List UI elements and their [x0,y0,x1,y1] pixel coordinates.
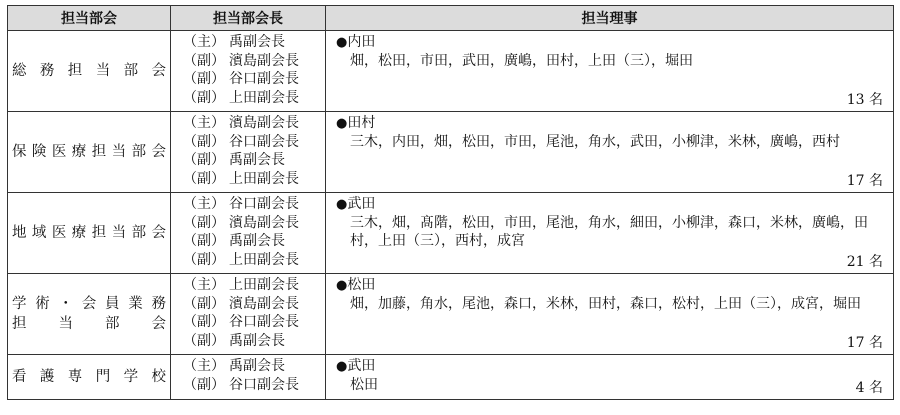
header-row [8,6,894,31]
chair-name: 禹副会長 [229,233,285,249]
chair-name: 上田副会長 [229,170,299,187]
header-chairs: 担当部会長 [171,6,326,31]
chairs-cell [171,274,326,355]
chair-name: 谷口副会長 [229,71,299,87]
lead-director-name: 武田 [347,196,376,212]
chair-entry [183,195,325,214]
chair-role: （副） [183,170,225,187]
committee-table [7,5,894,400]
department-cell [8,274,171,355]
chair-role: （副） [183,52,225,69]
chair-entry [183,276,325,295]
chair-entry [183,133,325,152]
chair-role: （副） [183,214,225,231]
bullet-icon: ● [336,359,348,374]
member-count: 21 名 [846,254,883,270]
chair-name: 上田副会長 [229,277,299,293]
directors-cell [326,31,894,112]
chair-role: （副） [183,332,225,349]
chair-name: 濱島副会長 [229,295,299,312]
chair-role: （副） [183,71,225,87]
chair-role: （主） [183,358,225,374]
chair-entry [183,114,325,133]
table-row [8,274,894,355]
chair-name: 禹副会長 [229,34,285,50]
table-row [8,193,894,274]
chairs-cell [171,31,326,112]
chairs-cell [171,112,326,193]
department-name: 看 護 専 門 学 校 [12,369,166,385]
chair-entry [183,357,325,376]
directors-cell [326,193,894,274]
chair-entry [183,170,325,189]
lead-director [336,33,883,52]
directors-cell [326,355,894,400]
chair-name: 禹副会長 [229,152,285,168]
chair-entry [183,70,325,89]
member-count: 4 名 [855,380,883,396]
member-count: 17 名 [846,173,883,189]
chair-name: 濱島副会長 [229,115,299,131]
chair-entry [183,251,325,270]
chair-entry [183,332,325,351]
chair-role: （主） [183,34,225,50]
department-cell [8,193,171,274]
lead-director-name: 武田 [347,358,376,374]
chair-name: 禹副会長 [229,332,285,349]
chair-entry [183,33,325,52]
chair-role: （主） [183,196,225,212]
header-directors: 担当理事 [326,6,894,31]
chair-role: （副） [183,133,225,150]
department-name: 保険医療担当部会 [12,144,166,160]
table-row [8,355,894,400]
chair-role: （副） [183,152,225,168]
chair-name: 谷口副会長 [229,196,299,212]
chair-role: （副） [183,251,225,268]
chair-name: 禹副会長 [229,358,285,374]
chairs-cell [171,355,326,400]
bullet-icon: ● [336,278,348,293]
department-cell [8,31,171,112]
chair-name: 上田副会長 [229,251,299,268]
chair-entry [183,89,325,108]
table-row [8,31,894,112]
department-name: 担 当 部 会 [12,316,166,332]
chair-name: 谷口副会長 [229,376,299,393]
member-list: 三木，畑，髙階，松田，市田，尾池，角水，細田，小柳津，森口，米林，廣嶋，田村，上田（三），西村，成宮 [350,214,868,249]
chair-entry [183,295,325,314]
table-row [8,112,894,193]
chair-role: （副） [183,314,225,330]
lead-director [336,195,883,214]
directors-cell [326,274,894,355]
bullet-icon: ● [336,35,348,50]
lead-director-name: 内田 [347,34,376,50]
lead-director [336,114,883,133]
chair-name: 谷口副会長 [229,133,299,150]
chair-name: 濱島副会長 [229,52,299,69]
member-count: 13 名 [846,92,883,108]
department-cell [8,112,171,193]
chair-entry [183,151,325,170]
bullet-icon: ● [336,197,348,212]
chair-entry [183,52,325,71]
chair-role: （副） [183,295,225,312]
member-list: 松田 [350,376,378,393]
department-cell [8,355,171,400]
chair-entry [183,214,325,233]
lead-director-name: 松田 [347,277,376,293]
chair-name: 濱島副会長 [229,214,299,231]
chair-role: （副） [183,233,225,249]
chair-role: （副） [183,89,225,106]
header-department: 担当部会 [8,6,171,31]
member-list: 三木，内田，畑，松田，市田，尾池，角水，武田，小柳津，米林，廣嶋，西村 [350,133,840,150]
chair-entry [183,313,325,332]
chair-role: （副） [183,376,225,393]
chair-entry [183,232,325,251]
lead-director [336,357,883,376]
department-name: 地域医療担当部会 [12,225,166,241]
lead-director-name: 田村 [347,115,376,131]
chair-name: 谷口副会長 [229,314,299,330]
member-list: 畑，松田，市田，武田，廣嶋，田村，上田（三），堀田 [350,52,693,69]
member-count: 17 名 [846,335,883,351]
directors-cell [326,112,894,193]
chair-entry [183,376,325,395]
chair-role: （主） [183,115,225,131]
department-name: 総 務 担 当 部 会 [12,63,166,79]
lead-director [336,276,883,295]
department-name: 学 術 ・ 会 員 業 務 [12,296,166,312]
chair-role: （主） [183,277,225,293]
table-body [8,31,894,400]
chairs-cell [171,193,326,274]
chair-name: 上田副会長 [229,89,299,106]
bullet-icon: ● [336,116,348,131]
member-list: 畑，加藤，角水，尾池，森口，米林，田村，森口，松村，上田（三），成宮，堀田 [350,295,861,312]
